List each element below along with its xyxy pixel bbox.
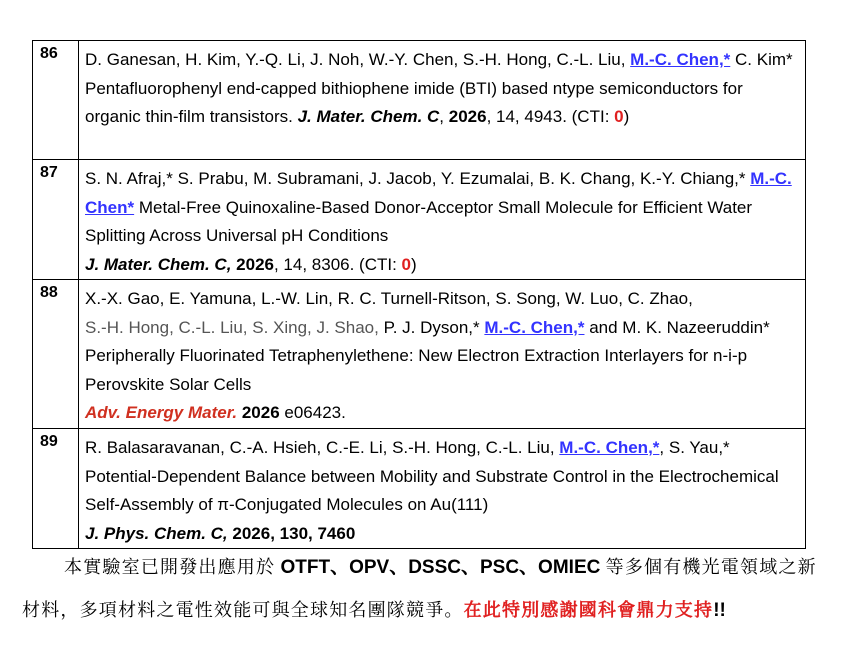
- ref-entry: [79, 160, 806, 280]
- close-paren: ): [623, 107, 630, 126]
- authors-gray: S.-H. Hong, C.-L. Liu, S. Xing, J. Shao,: [85, 317, 379, 337]
- authors: D. Ganesan, H. Kim, Y.-Q. Li, J. Noh, W.-Y. Chen, S.-H. Hong, C.-L. Liu,: [85, 50, 631, 69]
- footer-paragraph: [22, 546, 830, 632]
- separator: ,: [439, 107, 449, 126]
- cti-value: 0: [401, 254, 412, 274]
- footer-text: 本實驗室已開發出應用於: [64, 557, 276, 578]
- footer-text-2: 等多個有機光電領域之新材料，多項材料之電性效能可與全球知名團隊競爭。: [22, 557, 817, 621]
- year: 2026: [448, 107, 487, 126]
- title: Metal-Free Quinoxaline-Based Donor-Acceptor Small Molecule for Efficient Water Splitting Across Universal pH Conditions: [85, 197, 753, 245]
- ref-entry: [79, 280, 806, 429]
- authors-title: , S. Yau,* Potential-Dependent Balance between Mobility and Substrate Control in the Electrochemical Self-Assembly of π-Conjugated Molecules on Au(111): [85, 438, 779, 514]
- ref-number: 89: [33, 429, 79, 549]
- journal-name: J. Phys. Chem. C,: [85, 523, 228, 543]
- authors-title: and M. K. Nazeeruddin* Peripherally Fluorinated Tetraphenylethene: New Electron Extraction Interlayers for n-i-p Perovskite Solar Cells: [85, 317, 770, 394]
- footer-fields: OTFT、OPV、DSSC、PSC、OMIEC: [275, 557, 606, 578]
- authors-title: C. Kim* Pentafluorophenyl end-capped bithiophene imide (BTI) based ntype semiconductors for organic thin-film transistors.: [85, 50, 793, 126]
- close-paren: ): [411, 254, 417, 274]
- cti-value: 0: [614, 107, 624, 126]
- authors: R. Balasaravanan, C.-A. Hsieh, C.-E. Li, S.-H. Hong, C.-L. Liu,: [85, 438, 560, 457]
- footer-exclaim: !!: [713, 600, 726, 621]
- citation: 2026, 130, 7460: [227, 523, 356, 543]
- footer-thanks: 在此特別感謝國科會鼎力支持: [463, 600, 714, 621]
- highlight-author-link[interactable]: M.-C. Chen*: [85, 169, 792, 217]
- highlight-author-link[interactable]: M.-C. Chen,*: [559, 438, 660, 457]
- table-row: [33, 280, 806, 429]
- table-row: [33, 429, 806, 549]
- year: 2026: [231, 254, 274, 274]
- ref-number: 86: [33, 41, 79, 160]
- highlight-author-link[interactable]: M.-C. Chen,*: [484, 317, 585, 337]
- ref-number: 87: [33, 160, 79, 280]
- journal-name: Adv. Energy Mater.: [85, 403, 238, 422]
- volume-pages: , 14, 8306. (CTI:: [273, 254, 402, 274]
- journal-name: J. Mater. Chem. C,: [85, 254, 232, 274]
- authors: X.-X. Gao, E. Yamuna, L.-W. Lin, R. C. Turnell-Ritson, S. Song, W. Luo, C. Zhao,: [85, 289, 693, 308]
- authors: S. N. Afraj,* S. Prabu, M. Subramani, J. Jacob, Y. Ezumalai, B. K. Chang, K.-Y. Chiang,*: [85, 169, 751, 188]
- publication-table: [32, 40, 806, 549]
- ref-entry: [79, 429, 806, 549]
- authors-mid: P. J. Dyson,*: [378, 317, 485, 337]
- table-row: [33, 160, 806, 280]
- volume-pages: e06423.: [279, 403, 346, 422]
- highlight-author-link[interactable]: M.-C. Chen,*: [630, 50, 731, 69]
- ref-entry: [79, 41, 806, 160]
- volume-pages: , 14, 4943. (CTI:: [486, 107, 615, 126]
- ref-number: 88: [33, 280, 79, 429]
- journal-name: J. Mater. Chem. C: [297, 107, 440, 126]
- table-row: [33, 41, 806, 160]
- year: 2026: [237, 403, 280, 422]
